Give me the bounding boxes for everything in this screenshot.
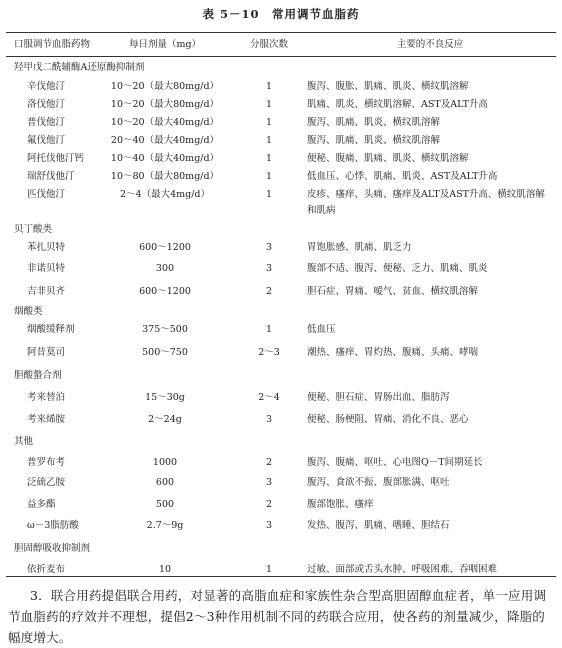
times-cell: 2 [265,457,273,468]
group-row [0,368,562,384]
effects-cell: 腹部饱胀、瘙痒 [307,499,374,510]
times-cell: 2 [265,286,273,297]
times-cell: 3 [265,263,273,274]
drug-name: 烟酸缓释剂 [27,324,75,335]
effects-cell: 过敏、面部或舌头水肿、呼吸困难、吞咽困难 [307,564,498,575]
group-row [0,222,562,238]
table-bottom-rule [6,576,556,577]
table-row [0,518,562,534]
dose-cell: 2～4（最大4mg/d） [119,189,210,200]
table-row [0,322,562,338]
group-row [0,60,562,76]
group-row [0,304,562,320]
dose-cell: 2～24g [148,414,182,425]
drug-name: 瑞舒伐他汀 [27,171,75,182]
times-cell: 1 [265,117,273,128]
table-row [0,97,562,113]
times-cell: 2～4 [258,392,280,403]
drug-name: 泛硫乙胺 [27,477,66,488]
times-cell: 1 [265,189,273,200]
times-cell: 1 [265,153,273,164]
group-label: 胆固醇吸收抑制剂 [14,543,91,554]
effects-cell: 便秘、肠梗阻、胃痛、消化不良、恶心 [307,414,469,425]
table-title: 表 5－10 常用调节血脂药 [202,7,360,21]
table-row [0,345,562,361]
drug-name: 辛伐他汀 [27,81,66,92]
dose-cell: 300 [155,263,175,274]
table-row [0,133,562,149]
times-cell: 3 [265,242,273,253]
effects-cell: 低血压、心悸、肌痛、肌炎、AST及ALT升高 [307,171,498,182]
drug-name: ω－3脂肪酸 [27,520,79,531]
times-cell: 2 [265,499,273,510]
table-row [0,284,562,300]
drug-name: 普罗布考 [27,457,66,468]
drug-name: 吉非贝齐 [27,286,66,297]
effects-cell: 胆石症、胃痛、嗳气、贫血、横纹肌溶解 [307,286,479,297]
drug-name: 考来烯胺 [27,414,66,425]
group-row [0,434,562,450]
effects-cell: 皮疹、瘙痒、头痛、瘙痒及ALT及AST升高、横纹肌溶解和肌病 [307,189,545,216]
times-cell: 3 [265,477,273,488]
drug-name: 阿昔莫司 [27,347,66,358]
times-cell: 3 [265,520,273,531]
header-times: 分服次数 [249,39,288,50]
table-row [0,79,562,95]
effects-cell: 腹泻、肌痛、肌炎、横纹肌溶解 [307,117,441,128]
drug-name: 考来替泊 [27,392,66,403]
effects-cell: 腹部不适、腹泻、便秘、乏力、肌痛、肌炎 [307,263,488,274]
times-cell: 1 [265,324,273,335]
times-cell: 1 [265,135,273,146]
drug-name: 洛伐他汀 [27,99,66,110]
times-cell: 1 [265,81,273,92]
drug-name: 苯扎贝特 [27,242,66,253]
dose-cell: 1000 [152,457,178,468]
times-cell: 2～3 [258,347,280,358]
times-cell: 3 [265,414,273,425]
table-row [0,390,562,406]
effects-cell: 便秘、腹痛、肌痛、肌炎、横纹肌溶解 [307,153,469,164]
dose-cell: 15～30g [145,392,185,403]
dose-cell: 10～20（最大80mg/d） [110,81,220,92]
table-row [0,412,562,428]
header-effects: 主要的不良反应 [396,39,464,50]
drug-name: 阿托伐他汀钙 [27,153,85,164]
table-row [0,455,562,471]
times-cell: 1 [265,564,273,575]
table-row [0,115,562,131]
dose-cell: 500～750 [142,347,188,358]
table-row [0,151,562,167]
header-rule [6,56,556,57]
times-cell: 1 [265,171,273,182]
group-row [0,541,562,557]
dose-cell: 600 [155,477,175,488]
dose-cell: 2.7～9g [146,520,184,531]
effects-cell: 腹泻、肌痛、肌炎、横纹肌溶解 [307,135,441,146]
group-label: 羟甲戊二酰辅酶A还原酶抑制剂 [14,62,145,73]
effects-cell: 腹泻、腹胀、肌痛、肌炎、横纹肌溶解 [307,81,469,92]
effects-cell: 腹泻、食欲不振、腹部胀满、呕吐 [307,477,450,488]
dose-cell: 375～500 [142,324,188,335]
table-row [0,475,562,491]
table-row [0,169,562,185]
table-row [0,240,562,256]
dose-cell: 600～1200 [139,286,191,297]
group-label: 贝丁酸类 [14,224,53,235]
drug-name: 普伐他汀 [27,117,66,128]
times-cell: 1 [265,99,273,110]
table-row [0,187,562,219]
dose-cell: 10 [158,564,172,575]
effects-cell: 胃饱胀感、肌痛、肌乏力 [307,242,412,253]
effects-cell: 便秘、胆石症、胃肠出血、脂肪泻 [307,392,450,403]
table-row [0,261,562,277]
effects-cell: 肌痛、肌炎、横纹肌溶解、AST及ALT升高 [307,99,488,110]
dose-cell: 600～1200 [139,242,191,253]
drug-name: 非诺贝特 [27,263,66,274]
dose-cell: 10～80（最大80mg/d） [110,171,220,182]
group-label: 烟酸类 [14,306,43,317]
header-dose: 每日剂量（mg） [128,39,202,50]
effects-cell: 潮热、瘙痒、胃灼热、腹痛、头痛、哮喘 [307,347,479,358]
dose-cell: 500 [155,499,175,510]
dose-cell: 10～20（最大80mg/d） [110,99,220,110]
header-drug: 口服调节血脂药物 [14,39,91,50]
table-top-rule [6,32,556,33]
dose-cell: 20～40（最大40mg/d） [110,135,220,146]
group-label: 胆酸螯合剂 [14,370,62,381]
drug-name: 氟伐他汀 [27,135,66,146]
effects-cell: 低血压 [307,324,336,335]
dose-cell: 10～20（最大40mg/d） [110,117,220,128]
table-row [0,497,562,513]
dose-cell: 10～40（最大40mg/d） [110,153,220,164]
body-paragraph: 3．联合用药提倡联合用药，对显著的高脂血症和家族性杂合型高胆固醇血症者，单一应用调节血脂药的疗效并不理想，提倡2～3种作用机制不同的药联合应用，使各药的剂量减少，降脂的幅度增大。 [8,588,547,645]
drug-name: 匹伐他汀 [27,189,66,200]
effects-cell: 腹泻、腹痛、呕吐、心电图Q－T间期延长 [307,457,483,468]
drug-name: 依折麦布 [27,564,66,575]
drug-name: 益多酯 [27,499,56,510]
effects-cell: 发热、腹泻、肌痛、嗜睡、胆结石 [307,520,450,531]
group-label: 其他 [14,436,34,447]
